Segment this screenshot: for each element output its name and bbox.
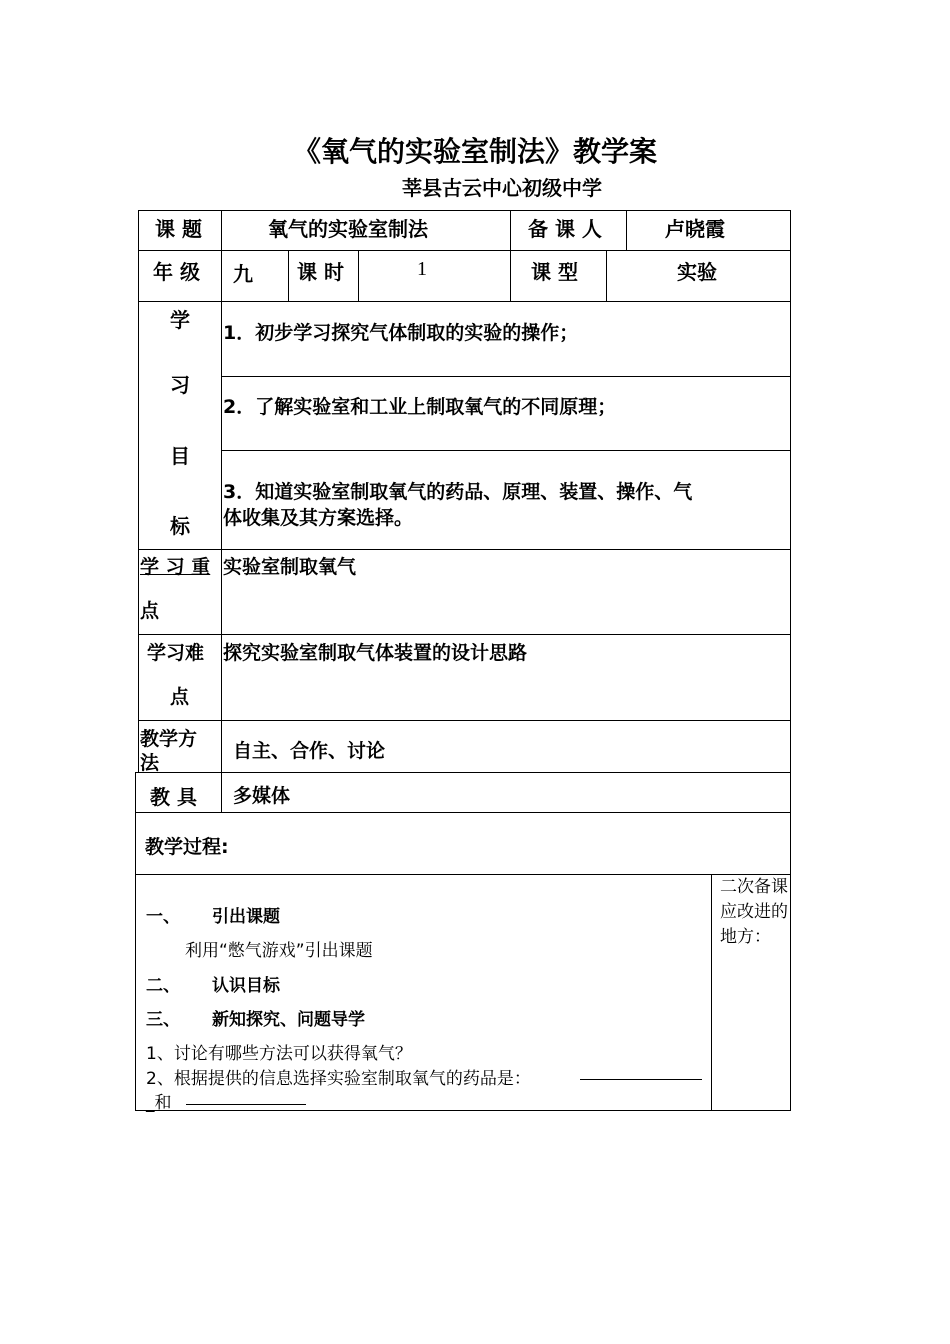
objectives-label-char: 习: [170, 373, 190, 397]
section-title: 认识目标: [212, 976, 280, 996]
section-number: 一、: [146, 907, 180, 927]
answer-blank[interactable]: [580, 1064, 702, 1080]
section-title: 新知探究、问题导学: [212, 1010, 365, 1030]
preparer-label: 备 课 人: [528, 217, 602, 241]
section-number: 三、: [146, 1010, 180, 1030]
section-number: 二、: [146, 976, 180, 996]
period-label: 课 时: [297, 260, 344, 284]
period-value: 1: [417, 258, 427, 280]
tools-value: 多媒体: [233, 785, 291, 807]
question-2-cont: _和: [146, 1093, 172, 1113]
school-name: 莘县古云中心初级中学: [402, 176, 602, 200]
key-point-label: 学 习 重: [140, 556, 211, 578]
difficulty-value: 探究实验室制取气体装置的设计思路: [223, 642, 528, 664]
grade-value: 九: [233, 262, 253, 286]
difficulty-label-cont: 点: [170, 686, 190, 708]
method-label-cont: 法: [140, 752, 160, 774]
process-label: 教学过程:: [145, 836, 229, 858]
method-value: 自主、合作、讨论: [233, 740, 386, 762]
type-label: 课 型: [531, 260, 578, 284]
method-label: 教学方: [140, 728, 198, 750]
objective-item: 体收集及其方案选择。: [223, 507, 414, 529]
side-note: 二次备课应改进的地方：: [720, 877, 788, 947]
question-2: 2、根据提供的信息选择实验室制取氧气的药品是：: [146, 1069, 531, 1089]
objectives-label-char: 学: [170, 308, 190, 332]
preparer-value: 卢晓霞: [665, 217, 725, 241]
section-title: 引出课题: [212, 907, 280, 927]
objective-item: 3．知道实验室制取氧气的药品、原理、装置、操作、气: [223, 481, 693, 503]
document-title: 《氧气的实验室制法》教学案: [292, 135, 657, 168]
objectives-label-char: 目: [170, 444, 190, 468]
grade-label: 年 级: [153, 260, 200, 284]
topic-label: 课 题: [155, 217, 202, 241]
objective-item: 1．初步学习探究气体制取的实验的操作；: [223, 322, 579, 344]
question-1: 1、讨论有哪些方法可以获得氧气？: [146, 1044, 412, 1064]
section-text: 利用“憋气游戏”引出课题: [185, 941, 373, 961]
objective-item: 2．了解实验室和工业上制取氧气的不同原理；: [223, 396, 617, 418]
type-value: 实验: [677, 260, 717, 284]
difficulty-label: 学习难: [147, 642, 205, 664]
tools-label: 教 具: [150, 785, 197, 809]
answer-blank[interactable]: [186, 1089, 306, 1105]
objectives-label-char: 标: [170, 514, 190, 538]
key-point-label-cont: 点: [140, 600, 160, 622]
topic-value: 氧气的实验室制法: [268, 217, 428, 241]
key-point-value: 实验室制取氧气: [223, 556, 357, 578]
